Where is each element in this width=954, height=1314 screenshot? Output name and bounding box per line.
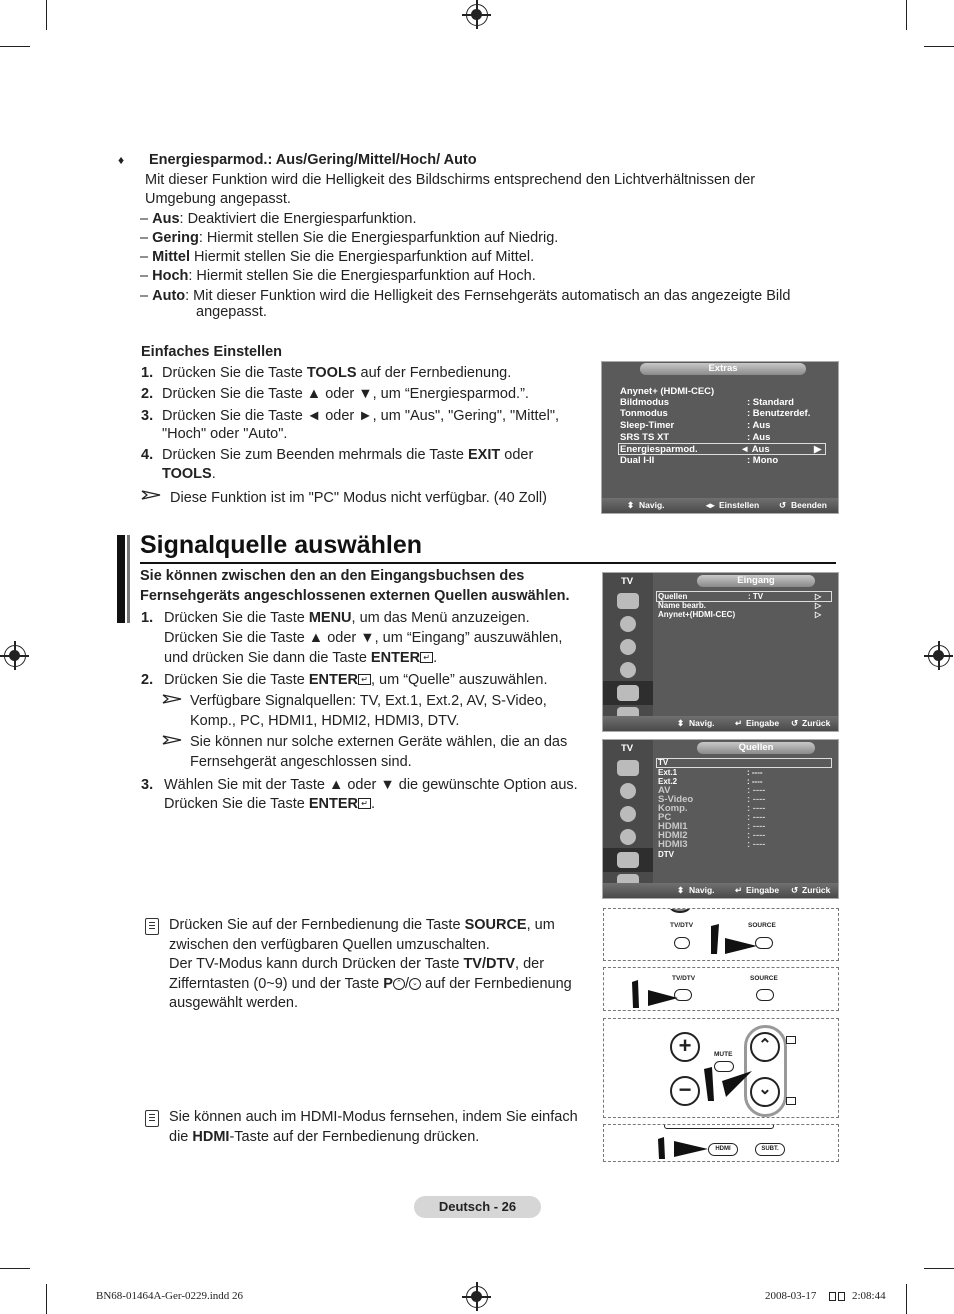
osd-row: Anynet+(HDMI-CEC)	[658, 610, 736, 619]
step-number: 3.	[141, 777, 154, 793]
osd-row-value: : ----	[747, 785, 766, 796]
channel-up-icon: ⌃	[750, 1032, 780, 1062]
print-time: 2:08:44	[852, 1290, 886, 1302]
tip-hdmi-cont: die HDMI-Taste auf der Fernbedienung drücken.	[169, 1129, 480, 1145]
osd-row: AV	[658, 785, 671, 796]
sound-icon	[620, 616, 636, 632]
note-connected-cont: Fernsehgerät angeschlossen sind.	[190, 754, 412, 770]
volume-down-icon: −	[670, 1076, 700, 1106]
tvdtv-label: TV/DTV	[670, 922, 694, 929]
osd-row: HDMI2	[658, 830, 688, 841]
osd-sidebar	[603, 573, 653, 716]
note-sources-cont: Komp., PC, HDMI1, HDMI2, HDMI3, DTV.	[190, 713, 460, 729]
osd-row: TV	[658, 758, 669, 767]
osd-row: Komp.	[658, 803, 688, 814]
crop-mark	[46, 1284, 47, 1314]
right-arrow-icon: ▷	[815, 601, 822, 610]
note-arrow-icon	[162, 734, 182, 746]
section-intro: Fernsehgeräts angeschlossenen externen Quellen auswählen.	[140, 588, 570, 604]
osd-row: HDMI3	[658, 839, 688, 850]
enter-icon: ↵	[358, 798, 371, 809]
placeholder-glyph-icon	[838, 1292, 845, 1301]
osd-row-value: : Standard	[747, 397, 794, 408]
osd-row: Ext.1	[658, 768, 678, 777]
energy-option-gering: – Gering: Hiermit stellen Sie die Energiesparfunktion auf Niedrig.	[140, 230, 559, 246]
return-icon: ↺	[791, 885, 799, 895]
energy-option-auto: – Auto: Mit dieser Funktion wird die Helligkeit des Fernsehgeräts automatisch an das angezeigte Bild	[140, 288, 791, 304]
section-bar	[127, 535, 130, 623]
registration-mark-icon	[466, 1286, 488, 1308]
osd-row-value: : ----	[747, 821, 766, 832]
title-rule	[140, 562, 836, 564]
osd-row: HDMI1	[658, 821, 688, 832]
leftright-icon: ◂▸	[706, 500, 715, 510]
right-arrow-icon: ▶	[814, 444, 822, 455]
volume-up-icon: +	[670, 1032, 700, 1062]
osd-title: Extras	[640, 363, 806, 375]
page-number-badge: Deutsch - 26	[414, 1196, 541, 1218]
osd-row-value: : Aus	[747, 420, 771, 431]
source-button-icon	[756, 989, 774, 1001]
osd-footer: ⬍ Navig. ↵ Eingabe ↺ Zurück	[603, 716, 838, 731]
osd-row-value: : ----	[747, 830, 766, 841]
channel-up-icon: ⌃	[393, 978, 405, 990]
step-number: 4.	[141, 447, 154, 463]
source-label: SOURCE	[748, 922, 776, 929]
registration-mark-icon	[928, 645, 950, 667]
energy-option-mittel: – Mittel Hiermit stellen Sie die Energiesparfunktion auf Mittel.	[140, 249, 535, 265]
osd-row: Tonmodus	[620, 408, 668, 419]
step-number: 1.	[141, 610, 154, 626]
tvdtv-button-icon	[674, 937, 690, 949]
tip-source-cont: ausgewählt werden.	[169, 995, 298, 1011]
tip-source: Drücken Sie auf der Fernbedienung die Taste SOURCE, um	[169, 917, 555, 933]
press-arrow-icon	[656, 1135, 710, 1161]
osd-row-value: ◄ Aus	[740, 444, 770, 455]
osd-sidebar	[603, 740, 653, 883]
osd-row: SRS TS XT	[620, 432, 670, 443]
ch-list-icon	[786, 1036, 796, 1044]
osd-row: PC	[658, 812, 672, 823]
osd-row-value: : TV	[748, 592, 764, 601]
step-number: 2.	[141, 672, 154, 688]
return-icon: ↺	[791, 718, 799, 728]
tip-hdmi: Sie können auch im HDMI-Modus fernsehen, indem Sie einfach	[169, 1109, 578, 1125]
osd-row-value: : ----	[747, 839, 766, 850]
osd-row-value: : ----	[747, 794, 766, 805]
crop-mark	[924, 1268, 954, 1269]
enter-icon: ↵	[735, 718, 743, 728]
press-arrow-icon	[709, 924, 761, 956]
osd-row-value: : ----	[747, 812, 766, 823]
crop-mark	[0, 46, 30, 47]
osd-row: Name bearb.	[658, 601, 707, 610]
osd-title: Eingang	[697, 575, 815, 587]
print-date: 2008-03-17	[765, 1290, 817, 1302]
osd-row: Dual I-II	[620, 455, 655, 466]
osd-selected-row	[656, 758, 832, 768]
osd-title: Quellen	[697, 742, 815, 754]
easy-note: Diese Funktion ist im "PC" Modus nicht verfügbar. (40 Zoll)	[170, 490, 547, 506]
section-title: Signalquelle auswählen	[140, 531, 423, 559]
osd-row: Ext.2	[658, 777, 678, 786]
step-number: 2.	[141, 386, 154, 402]
registration-mark-icon	[4, 645, 26, 667]
energy-desc: Mit dieser Funktion wird die Helligkeit des Bildschirms entsprechend den Lichtverhältnissen der	[145, 172, 756, 188]
channel-icon	[620, 806, 636, 822]
crop-mark	[906, 0, 907, 30]
osd-footer: ⬍ Navig. ↵ Eingabe ↺ Zurück	[603, 883, 838, 898]
placeholder-glyph-icon	[829, 1292, 836, 1301]
source-step-1-cont: und drücken Sie dann die Taste ENTER ↵ .	[164, 650, 438, 666]
tip-source-cont: zwischen den verfügbaren Quellen umzuschalten.	[169, 937, 490, 953]
press-arrow-icon	[630, 978, 680, 1010]
energy-option-auto-cont: angepasst.	[196, 304, 267, 320]
channel-icon	[620, 639, 636, 655]
easy-step-3-cont: "Hoch" oder "Auto".	[162, 426, 288, 442]
easy-step-1: Drücken Sie die Taste TOOLS auf der Fernbedienung.	[162, 365, 512, 381]
bullet-icon: ♦	[118, 153, 125, 167]
enter-icon: ↵	[358, 674, 371, 685]
crop-mark	[0, 1268, 30, 1269]
osd-row-value: : Mono	[747, 455, 779, 466]
step-number: 1.	[141, 365, 154, 381]
picture-icon	[617, 593, 639, 609]
hdmi-button-icon: HDMI	[708, 1143, 738, 1156]
osd-row-value: : Benutzerdef.	[747, 408, 811, 419]
input-icon	[617, 685, 639, 701]
osd-row: Quellen	[658, 592, 688, 601]
file-name: BN68-01464A-Ger-0229.indd 26	[96, 1290, 244, 1302]
osd-row-value: : ----	[747, 768, 763, 777]
osd-extras-screen	[601, 361, 839, 514]
source-step-3-cont: Drücken Sie die Taste ENTER ↵ .	[164, 796, 375, 812]
tvdtv-label: TV/DTV	[672, 975, 696, 982]
energy-option-aus: – Aus: Deaktiviert die Energiesparfunktion.	[140, 211, 417, 227]
return-icon: ↺	[779, 500, 787, 510]
right-arrow-icon: ▷	[815, 592, 822, 601]
osd-row: DTV	[658, 850, 674, 859]
tip-source-cont: Der TV-Modus kann durch Drücken der Taste TV/DTV, der	[169, 956, 545, 972]
easy-step-2: Drücken Sie die Taste ▲ oder ▼, um “Energiesparmod.”.	[162, 386, 529, 402]
remote-button-row	[664, 1124, 774, 1129]
sound-icon	[620, 783, 636, 799]
note-sources: Verfügbare Signalquellen: TV, Ext.1, Ext.2, AV, S-Video,	[190, 693, 547, 709]
remote-hdmi-illustration	[603, 1124, 839, 1162]
osd-tab: TV	[621, 576, 634, 587]
source-step-1-cont: Drücken Sie die Taste ▲ oder ▼, um “Eingang” auszuwählen,	[164, 630, 563, 646]
source-step-2: Drücken Sie die Taste ENTER ↵ , um “Quelle” auszuwählen.	[164, 672, 548, 688]
remote-channel-illustration	[603, 1018, 839, 1118]
osd-row-value: : Aus	[747, 432, 771, 443]
registration-mark-icon	[466, 4, 488, 26]
enter-icon: ↵	[735, 885, 743, 895]
remote-source-illustration	[603, 908, 839, 961]
tip-source-cont: Zifferntasten (0~9) und der Taste P ⌃ / ⌄ auf der Fernbedienung	[169, 976, 572, 992]
remote-tvdtv-illustration	[603, 967, 839, 1011]
osd-tab: TV	[621, 743, 634, 754]
channel-down-icon: ⌄	[750, 1077, 780, 1107]
enter-icon: ↵	[420, 652, 433, 663]
osd-row: Bildmodus	[620, 397, 670, 408]
osd-row-value: : ----	[747, 803, 766, 814]
crop-mark	[46, 0, 47, 30]
note-arrow-icon	[162, 693, 182, 705]
memo-icon	[145, 918, 159, 935]
osd-row: Sleep-Timer	[620, 420, 675, 431]
updown-icon: ⬍	[627, 500, 635, 510]
subt-button-icon: SUBT.	[755, 1143, 785, 1156]
source-step-1: Drücken Sie die Taste MENU, um das Menü anzuzeigen.	[164, 610, 530, 626]
energy-option-hoch: – Hoch: Hiermit stellen Sie die Energiesparfunktion auf Hoch.	[140, 268, 536, 284]
osd-row-value: : ----	[747, 777, 763, 786]
press-arrow-icon	[702, 1063, 754, 1103]
osd-footer: ⬍ Navig. ◂▸ Einstellen ↺ Beenden	[602, 498, 838, 513]
power-button-icon	[669, 908, 691, 913]
osd-quellen-screen	[602, 739, 839, 899]
osd-row: Energiesparmod.	[620, 444, 698, 455]
osd-row: S-Video	[658, 794, 694, 805]
input-icon	[617, 852, 639, 868]
osd-row: Anynet+ (HDMI-CEC)	[620, 386, 715, 397]
energy-desc: Umgebung angepasst.	[145, 191, 291, 207]
energy-heading: Energiesparmod.: Aus/Gering/Mittel/Hoch/ Auto	[149, 152, 477, 168]
ch-list-icon	[786, 1097, 796, 1105]
note-connected: Sie können nur solche externen Geräte wählen, die an das	[190, 734, 568, 750]
right-arrow-icon: ▷	[815, 610, 822, 619]
picture-icon	[617, 760, 639, 776]
source-label: SOURCE	[750, 975, 778, 982]
mute-label: MUTE	[714, 1051, 733, 1058]
easy-step-3: Drücken Sie die Taste ◄ oder ►, um "Aus", "Gering", "Mittel",	[162, 408, 559, 424]
easy-heading: Einfaches Einstellen	[141, 344, 283, 360]
step-number: 3.	[141, 408, 154, 424]
setup-icon	[620, 829, 636, 845]
osd-eingang-screen	[602, 572, 839, 732]
setup-icon	[620, 662, 636, 678]
updown-icon: ⬍	[677, 885, 685, 895]
easy-step-4: Drücken Sie zum Beenden mehrmals die Taste EXIT oder	[162, 447, 534, 463]
section-bar	[117, 535, 125, 623]
crop-mark	[924, 46, 954, 47]
memo-icon	[145, 1110, 159, 1127]
easy-step-4-cont: TOOLS.	[162, 466, 216, 482]
source-step-3: Wählen Sie mit der Taste ▲ oder ▼ die gewünschte Option aus.	[164, 777, 578, 793]
channel-down-icon: ⌄	[409, 978, 421, 990]
updown-icon: ⬍	[677, 718, 685, 728]
crop-mark	[906, 1284, 907, 1314]
note-arrow-icon	[141, 489, 161, 501]
section-intro: Sie können zwischen den an den Eingangsbuchsen des	[140, 568, 525, 584]
